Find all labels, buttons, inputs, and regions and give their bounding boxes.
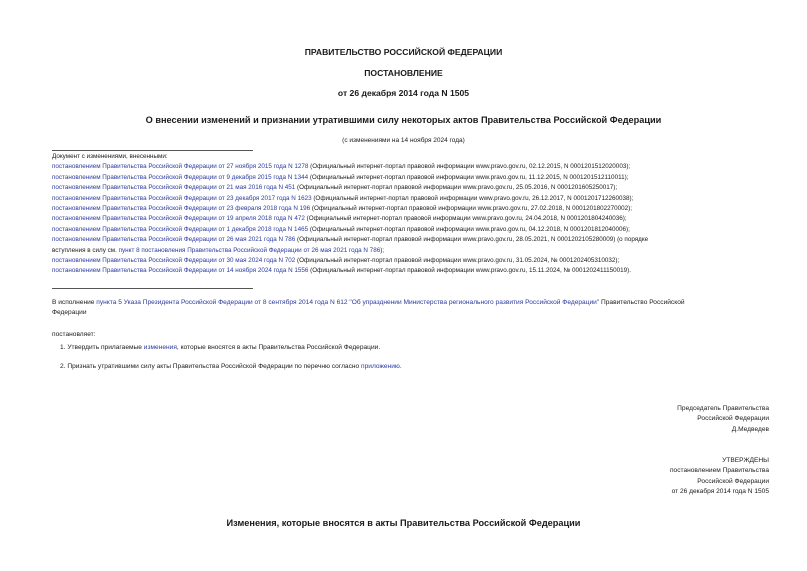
change-item: [52, 183, 772, 193]
change-source: (Официальный интернет-портал правовой информации www.pravo.gov.ru, 31.05.2024, № 0001202405310032);: [295, 257, 620, 265]
change-link[interactable]: постановлением Правительства Российской Федерации от 30 мая 2024 года N 702: [52, 257, 296, 265]
change-link[interactable]: постановлением Правительства Российской Федерации от 1 декабря 2018 года N 1465: [52, 225, 309, 233]
approval-by: постановлением Правительства: [669, 467, 769, 475]
change-link[interactable]: постановлением Правительства Российской Федерации от 23 декабря 2017 года N 1623: [52, 194, 312, 202]
change-source: (Официальный интернет-портал правовой информации www.pravo.gov.ru, 11.12.2015, N 0001201512110011);: [308, 173, 629, 181]
appendix-link[interactable]: приложению: [361, 363, 400, 370]
paragraph-2: [52, 362, 778, 372]
preamble-line2: Федерации: [52, 309, 87, 316]
preamble-start: В исполнение: [52, 299, 97, 306]
change-item: [52, 204, 772, 214]
signature-name: Д.Медведев: [731, 425, 769, 433]
divider-top: [52, 150, 253, 151]
changes-link[interactable]: изменения: [143, 344, 177, 351]
p1-end: , которые вносятся в акты Правительства Российской Федерации.: [176, 344, 381, 351]
approval-date: от 26 декабря 2014 года N 1505: [671, 487, 769, 495]
document-date-number: от 26 декабря 2014 года N 1505: [337, 88, 470, 98]
change-item: [52, 194, 772, 204]
change-source: (Официальный интернет-портал правовой информации www.pravo.gov.ru, 25.05.2016, N 0001201605250017);: [295, 184, 618, 192]
change-link[interactable]: постановлением Правительства Российской Федерации от 23 февраля 2018 года N 196: [52, 205, 311, 213]
change-item: [52, 162, 772, 172]
preamble-link[interactable]: пункта 5 Указа Президента Российской Федерации от 8 сентября 2014 года N 612 "Об упразднении Министерства регионального развития Российской Федерации": [96, 299, 600, 306]
signature-org: Российской Федерации: [697, 415, 769, 423]
p1-start: 1. Утвердить прилагаемые: [60, 344, 144, 351]
change-link[interactable]: постановлением Правительства Российской Федерации от 21 мая 2016 года N 451: [52, 184, 296, 192]
approval-block: [670, 456, 769, 497]
change-source: (Официальный интернет-портал правовой информации www.pravo.gov.ru, 28.05.2021, N 0001202105280009) (о порядке: [295, 236, 649, 244]
p2-end: .: [399, 363, 402, 370]
change-item: [52, 214, 772, 224]
continuation-end: );: [380, 246, 385, 254]
preamble-end: Правительство Российской: [599, 299, 685, 306]
change-source: (Официальный интернет-портал правовой информации www.pravo.gov.ru, 27.02.2018, N 0001201802270002);: [310, 205, 632, 213]
signature-position: Председатель Правительства: [677, 405, 769, 412]
approval-org: Российской Федерации: [697, 477, 769, 485]
change-item: [52, 173, 772, 183]
government-name: ПРАВИТЕЛЬСТВО РОССИЙСКОЙ ФЕДЕРАЦИИ: [304, 47, 503, 57]
continuation-text: вступления в силу см.: [52, 246, 119, 254]
change-link[interactable]: постановлением Правительства Российской Федерации от 9 декабря 2015 года N 1344: [52, 173, 309, 181]
document-type: ПОСТАНОВЛЕНИЕ: [364, 68, 443, 78]
change-source: (Официальный интернет-портал правовой информации www.pravo.gov.ru, 15.11.2024, № 0001202411150019).: [308, 267, 631, 275]
preamble-line: [52, 298, 770, 308]
edition-note: (с изменениями на 14 ноября 2024 года): [342, 137, 465, 144]
annex-title: Изменения, которые вносятся в акты Правительства Российской Федерации: [226, 518, 581, 528]
change-source: (Официальный интернет-портал правовой информации www.pravo.gov.ru, 24.04.2018, N 0001201804240036);: [304, 215, 627, 223]
change-item: [52, 235, 772, 245]
approval-heading: УТВЕРЖДЕНЫ: [722, 457, 769, 464]
divider-bottom: [52, 288, 253, 289]
change-link[interactable]: постановлением Правительства Российской Федерации от 14 ноября 2024 года N 1556: [52, 267, 309, 275]
p2-start: 2. Признать утратившими силу акты Правительства Российской Федерации по перечню согласно: [60, 363, 362, 370]
change-source: (Официальный интернет-портал правовой информации www.pravo.gov.ru, 02.12.2015, N 0001201512020003);: [308, 163, 631, 171]
preamble: [52, 298, 770, 318]
change-item-continuation: [52, 246, 772, 256]
document-title: О внесении изменений и признании утратившими силу некоторых актов Правительства Российской Федерации: [145, 115, 662, 125]
change-link[interactable]: постановлением Правительства Российской Федерации от 26 мая 2021 года N 786: [52, 236, 296, 244]
changes-intro: Документ с изменениями, внесенными:: [52, 153, 168, 160]
change-link[interactable]: постановлением Правительства Российской Федерации от 27 ноября 2015 года N 1278: [52, 163, 309, 171]
change-item: [52, 256, 772, 266]
changes-list: [52, 152, 772, 277]
change-item: [52, 266, 772, 276]
change-source: (Официальный интернет-портал правовой информации www.pravo.gov.ru, 04.12.2018, N 0001201812040006);: [308, 225, 630, 233]
change-item: [52, 225, 772, 235]
change-link[interactable]: постановлением Правительства Российской Федерации от 19 апреля 2018 года N 472: [52, 215, 305, 223]
resolves-text: постановляет:: [52, 331, 96, 338]
continuation-link[interactable]: пункт 8 постановления Правительства Российской Федерации от 26 мая 2021 года N 786: [118, 246, 381, 254]
signature-block: [677, 404, 769, 435]
paragraph-1: [52, 343, 778, 353]
change-source: (Официальный интернет-портал правовой информации www.pravo.gov.ru, 26.12.2017, N 0001201712260038);: [311, 194, 634, 202]
